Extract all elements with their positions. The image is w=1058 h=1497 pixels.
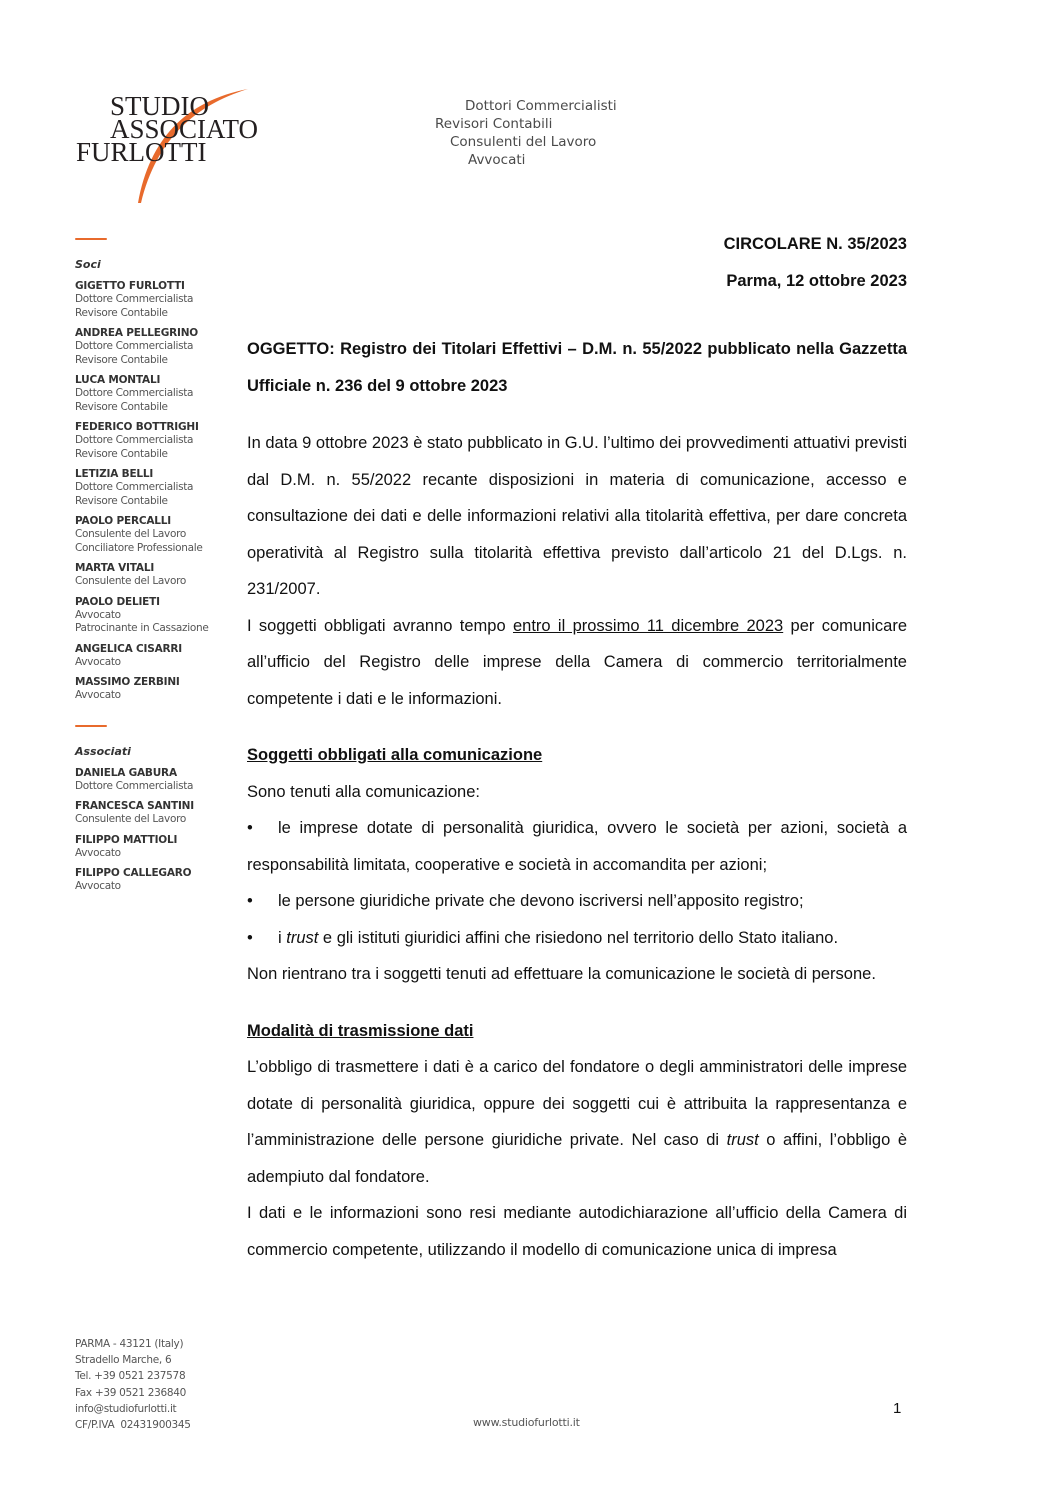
address-line: Stradello Marche, 6: [75, 1354, 172, 1367]
deadline-underlined: entro il prossimo 11 dicembre 2023: [512, 616, 784, 635]
partner-role: Revisore Contabile: [75, 447, 168, 460]
partner-entry: [75, 866, 235, 894]
subject-line: OGGETTO: Registro dei Titolari Effettivi – D.M. n. 55/2022 pubblicato nella Gazzetta Ufficiale n. 236 del 9 ottobre 2023: [247, 340, 907, 395]
partner-name: MARTA VITALI: [75, 562, 155, 574]
partner-name: GIGETTO FURLOTTI: [75, 280, 185, 292]
bullet-italic: trust: [286, 928, 319, 947]
partner-entry: [75, 799, 235, 827]
partner-role: Revisore Contabile: [75, 306, 168, 319]
partner-role: Dottore Commercialista: [75, 387, 194, 399]
section-paragraph: I dati e le informazioni sono resi mediante autodichiarazione all’ufficio della Camera di commercio competente, utilizzando il modello di comunicazione unica di impresa: [247, 1204, 907, 1259]
logo-line-1: STUDIO: [110, 91, 209, 121]
place-date: Parma, 12 ottobre 2023: [726, 272, 907, 290]
partner-entry: [75, 420, 235, 461]
bullet-icon: •: [247, 928, 253, 947]
partner-role: Dottore Commercialista: [75, 779, 194, 792]
partner-role: Dottore Commercialista: [75, 340, 194, 352]
partner-role: Avvocato: [75, 608, 121, 621]
bullet-item: [247, 883, 907, 920]
divider: [75, 238, 107, 240]
partner-entry: [75, 279, 235, 320]
partner-name: ANGELICA CISARRI: [75, 642, 182, 655]
partner-name: MASSIMO ZERBINI: [75, 676, 180, 688]
deadline-text-pre: I soggetti obbligati avranno tempo: [247, 616, 513, 635]
section-heading: Soggetti obbligati alla comunicazione: [247, 746, 543, 764]
partner-name: FILIPPO MATTIOLI: [75, 833, 178, 846]
partner-role: Consulente del Lavoro: [75, 575, 186, 587]
partner-entry: [75, 595, 235, 636]
partner-name: FEDERICO BOTTRIGHI: [75, 421, 199, 433]
address-line: PARMA - 43121 (Italy): [75, 1338, 184, 1350]
partner-name: FRANCESCA SANTINI: [75, 800, 194, 812]
partner-role: Avvocato: [75, 655, 121, 668]
deadline-text-post: per comunicare all’ufficio del Registro delle imprese della Camera di commercio territorialmente competente i dati e le informazioni.: [247, 616, 907, 708]
bullet-item: [247, 810, 907, 883]
partner-name: LUCA MONTALI: [75, 374, 161, 386]
partner-entry: [75, 833, 235, 861]
address-line: Fax +39 0521 236840: [75, 1386, 186, 1399]
address-line: CF/P.IVA 02431900345: [75, 1419, 191, 1432]
partner-entry: [75, 675, 235, 703]
bullet-text: e gli istituti giuridici affini che risiedono nel territorio dello Stato italiano.: [318, 928, 839, 947]
bullet-text: i: [278, 928, 287, 947]
page-number: 1: [893, 1400, 902, 1417]
logo-line-3: FURLOTTI: [76, 137, 207, 167]
email-link[interactable]: info@studiofurlotti.it: [75, 1402, 177, 1415]
partner-role: Consulente del Lavoro: [75, 528, 186, 540]
divider: [75, 725, 107, 727]
professions-list: [430, 97, 617, 169]
document-body: [247, 226, 907, 1268]
profession: Consulenti del Lavoro: [450, 134, 597, 150]
partner-name: PAOLO DELIETI: [75, 595, 160, 608]
partner-role: Dottore Commercialista: [75, 481, 194, 493]
partner-entry: [75, 373, 235, 414]
profession: Dottori Commercialisti: [465, 98, 617, 114]
section-closing: Non rientrano tra i soggetti tenuti ad effettuare la comunicazione le società di persone.: [247, 965, 876, 983]
partner-role: Avvocato: [75, 880, 121, 892]
profession: Revisori Contabili: [435, 116, 553, 132]
partner-role: Revisore Contabile: [75, 400, 168, 413]
logo-line-2: ASSOCIATO: [110, 114, 259, 144]
partner-entry: [75, 514, 235, 555]
intro-paragraph: In data 9 ottobre 2023 è stato pubblicato in G.U. l’ultimo dei provvedimenti attuativi previsti dal D.M. n. 55/2022 recante disposizioni in materia di comunicazione, accesso e consultazione dei dati e delle informazioni relativi alla titolarità effettiva, per dare concreta operatività al Registro sulla titolarità effettiva previsto dall’articolo 21 del D.Lgs. n. 231/2007.: [247, 434, 907, 598]
footer-address: [75, 1336, 191, 1433]
website-link[interactable]: www.studiofurlotti.it: [473, 1416, 580, 1429]
section-lead: Sono tenuti alla comunicazione:: [247, 782, 480, 801]
deadline-paragraph: [247, 608, 907, 718]
partner-role: Avvocato: [75, 689, 121, 701]
partner-role: Consulente del Lavoro: [75, 813, 186, 825]
partner-entry: [75, 561, 235, 589]
bullet-icon: •: [247, 819, 253, 837]
associati-list: [75, 766, 235, 894]
partner-entry: [75, 642, 235, 670]
soci-list: [75, 279, 235, 703]
partner-role: Dottore Commercialista: [75, 434, 194, 446]
bullet-item: [247, 920, 907, 957]
partner-entry: [75, 326, 235, 367]
associati-label: Associati: [75, 744, 131, 758]
partner-entry: [75, 467, 235, 508]
partner-name: ANDREA PELLEGRINO: [75, 327, 199, 339]
soci-label: Soci: [75, 258, 101, 271]
para-text: o affini, l’obbligo è adempiuto dal fondatore.: [247, 1131, 907, 1186]
para-text: L’obbligo di trasmettere i dati è a carico del fondatore o degli amministratori delle imprese dotate di personalità giuridica, oppure dei soggetti cui è attribuita la rappresentanza e l’amministrazione delle persone giuridiche private. Nel caso di: [247, 1058, 907, 1149]
section-paragraph: [247, 1049, 907, 1195]
partner-name: FILIPPO CALLEGARO: [75, 867, 192, 879]
partner-name: LETIZIA BELLI: [75, 468, 154, 480]
bullet-icon: •: [247, 892, 253, 910]
bullet-text: le persone giuridiche private che devono iscriversi nell’apposito registro;: [278, 892, 804, 910]
address-line: Tel. +39 0521 237578: [75, 1370, 186, 1383]
partner-name: DANIELA GABURA: [75, 766, 177, 779]
bullet-text: le imprese dotate di personalità giuridica, ovvero le società per azioni, società a responsabilità limitata, cooperative e società in accomandita per azioni;: [247, 819, 907, 874]
partners-sidebar: [75, 238, 235, 900]
partner-role: Revisore Contabile: [75, 353, 168, 366]
para-italic: trust: [726, 1131, 759, 1149]
partner-role: Conciliatore Professionale: [75, 541, 203, 554]
partner-role: Avvocato: [75, 846, 121, 859]
partner-role: Revisore Contabile: [75, 494, 168, 507]
company-logo: [70, 85, 260, 210]
partner-name: PAOLO PERCALLI: [75, 515, 171, 527]
circolare-number: CIRCOLARE N. 35/2023: [723, 235, 907, 253]
partner-role: Dottore Commercialista: [75, 293, 194, 305]
profession: Avvocati: [468, 152, 526, 168]
section-heading: Modalità di trasmissione dati: [247, 1021, 474, 1040]
partner-role: Patrocinante in Cassazione: [75, 622, 209, 634]
partner-entry: [75, 766, 235, 794]
